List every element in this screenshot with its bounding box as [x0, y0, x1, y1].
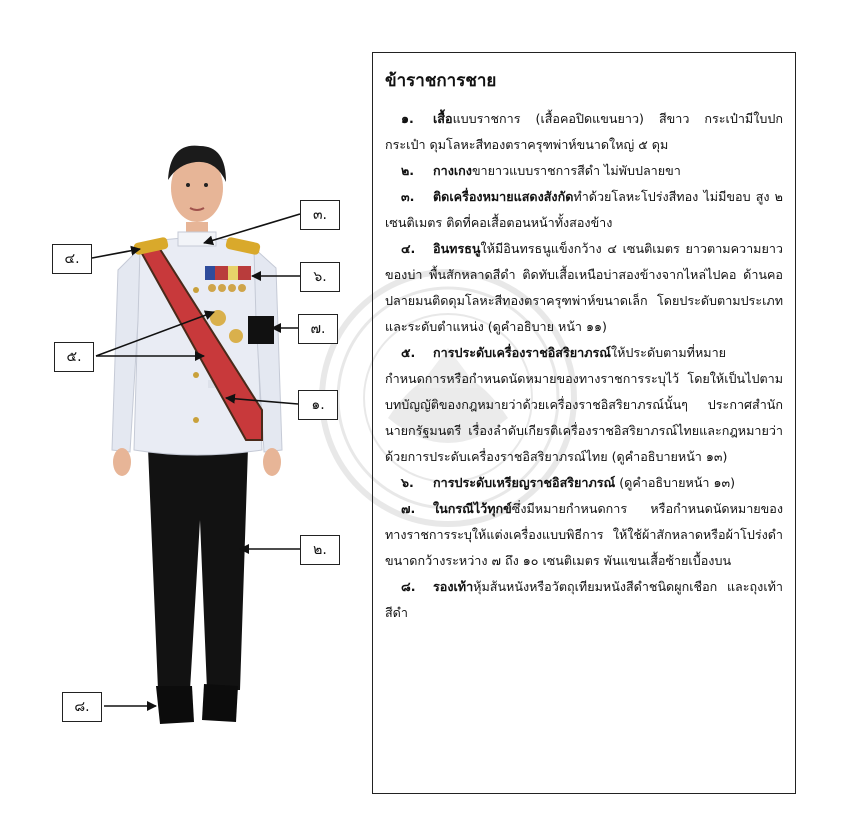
item-text: หุ้มส้นหนังหรือวัตถุเทียมหนังสีดำชนิดผูกเชือก และถุงเท้าสีดำ — [385, 579, 783, 620]
item-heading: กางเกง — [433, 163, 472, 178]
item-5 — [385, 340, 783, 470]
item-number: ๒. — [401, 163, 415, 178]
item-text: ทำด้วยโลหะโปร่งสีทอง ไม่มีขอบ สูง ๒ เซนติเมตร ติดที่คอเสื้อตอนหน้าทั้งสองข้าง — [385, 189, 783, 230]
item-2 — [385, 158, 783, 184]
item-heading: การประดับเหรียญราชอิสริยาภรณ์ — [433, 475, 616, 490]
panel-title: ข้าราชการชาย — [385, 71, 497, 91]
item-number: ๘. — [401, 579, 416, 594]
item-heading: การประดับเครื่องราชอิสริยาภรณ์ — [433, 345, 611, 360]
callout-7: ๗. — [298, 314, 338, 344]
item-4 — [385, 236, 783, 340]
item-heading: ติดเครื่องหมายแสดงสังกัด — [433, 189, 574, 204]
callout-6: ๖. — [300, 262, 340, 292]
callout-4: ๔. — [52, 244, 92, 274]
item-text: ให้ประดับตามที่หมายกำหนดการหรือกำหนดนัดหมายของทางราชการระบุไว้ โดยให้เป็นไปตามบทบัญญัติของกฎหมายว่าด้วยเครื่องราชอิสริยาภรณ์นั้นๆ ประกาศสำนักนายกรัฐมนตรี เรื่องลำดับเกียรติเครื่องราชอิสริยาภรณ์ไทยและกฎหมายว่าด้วยการประดับเครื่องราชอิสริยาภรณ์ไทย (ดูคำอธิบายหน้า ๑๓) — [385, 345, 783, 464]
head — [168, 146, 226, 246]
item-text: (ดูคำอธิบายหน้า ๑๓) — [615, 475, 736, 490]
item-7 — [385, 496, 783, 574]
item-number: ๗. — [401, 501, 416, 516]
callout-1: ๑. — [298, 390, 338, 420]
callout-8: ๘. — [62, 692, 102, 722]
armband — [248, 316, 274, 344]
item-text: ซึ่งมีหมายกำหนดการ หรือกำหนดนัดหมายของทางราชการระบุให้แต่งเครื่องแบบพิธีการ ให้ใช้ผ้าสักหลาดหรือผ้าโปร่งดำขนาดกว้างระหว่าง ๗ ถึง ๑๐ เซนติเมตร พันแขนเสื้อซ้ายเบื้องบน — [385, 501, 783, 568]
item-text: แบบราชการ (เสื้อคอปิดแขนยาว) สีขาว กระเป๋ามีใบปกกระเป๋า ดุมโลหะสีทองตราครุฑพ่าห์ขนาดใหญ่ ๕ ดุม — [385, 111, 783, 152]
trousers — [148, 448, 248, 690]
shoes — [156, 684, 238, 724]
callout-2: ๒. — [300, 535, 340, 565]
item-heading: อินทรธนู — [433, 241, 481, 256]
callout-5: ๕. — [54, 342, 94, 372]
item-8 — [385, 574, 783, 626]
item-number: ๔. — [401, 241, 416, 256]
item-number: ๑. — [401, 111, 414, 126]
item-number: ๓. — [401, 189, 415, 204]
item-heading: รองเท้า — [433, 579, 474, 594]
item-heading: เสื้อ — [433, 111, 453, 126]
item-6 — [385, 470, 783, 496]
item-heading: ในกรณีไว้ทุกข์ — [433, 501, 512, 516]
description-panel — [372, 52, 796, 794]
item-number: ๖. — [401, 475, 414, 490]
item-text: ขายาวแบบราชการสีดำ ไม่พับปลายขา — [471, 163, 681, 178]
item-number: ๕. — [401, 345, 416, 360]
item-1 — [385, 106, 783, 158]
item-text: ให้มีอินทรธนูแข็งกว้าง ๔ เซนติเมตร ยาวตามความยาวของบ่า พื้นสักหลาดสีดำ ติดทับเสื้อเหนือบ่าสองข้างจากไหล่ไปคอ ด้านคอปลายมนติดดุมโลหะสีทองตราครุฑพ่าห์ขนาดเล็ก โดยประดับตามประเภทและระดับตำแหน่ง (ดูคำอธิบาย หน้า ๑๑) — [385, 241, 783, 334]
callout-3: ๓. — [300, 200, 340, 230]
item-3 — [385, 184, 783, 236]
